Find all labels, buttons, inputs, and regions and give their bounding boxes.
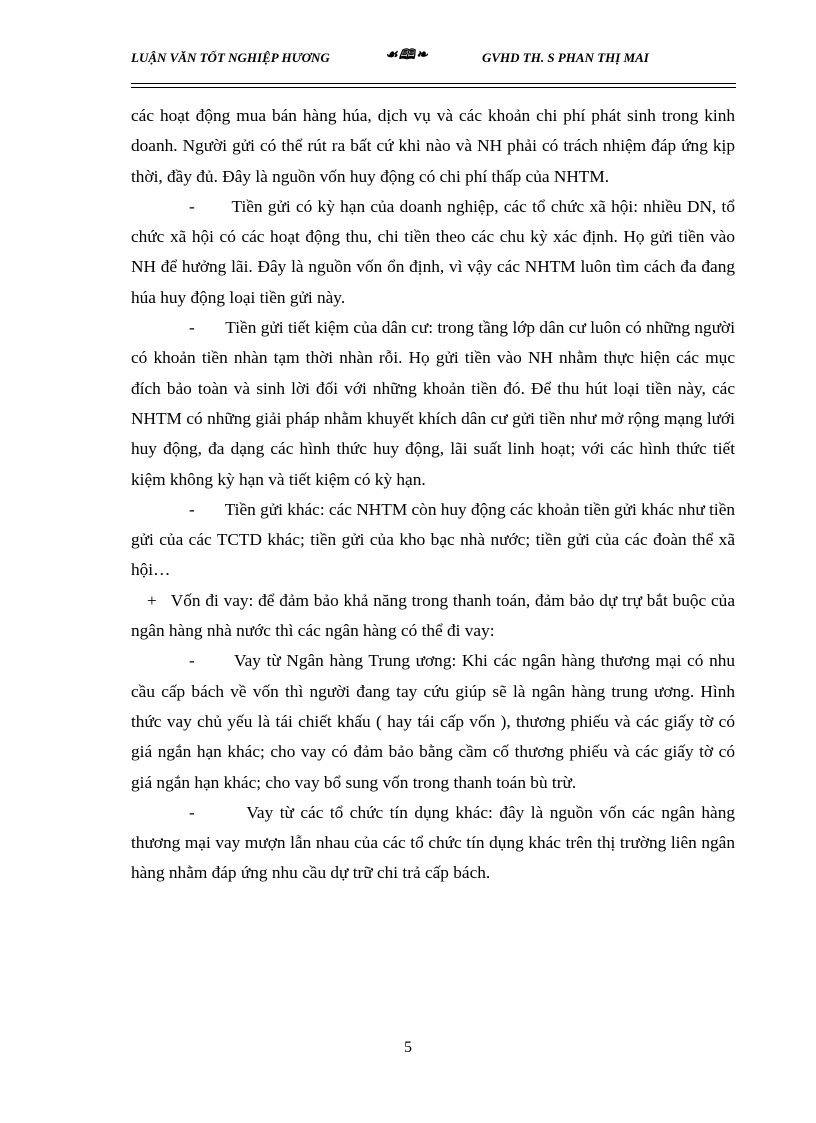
paragraph-other-deposits: - Tiền gửi khác: các NHTM còn huy động các khoản tiền gửi khác như tiền gửi của các TCTD khác; tiền gửi của kho bạc nhà nước; tiền gửi của các đoàn thể xã hội…	[131, 499, 740, 580]
paragraph-borrowed-capital: + Vốn đi vay: để đảm bảo khả năng trong thanh toán, đảm bảo dự trự bắt buộc của ngân hàng nhà nước thì các ngân hàng có thể đi vay:	[131, 590, 740, 641]
header-title-left: LUẬN VĂN TỐT NGHIỆP HƯƠNG	[131, 50, 330, 65]
paragraph-continuation: các hoạt động mua bán hàng húa, dịch vụ và các khoản chi phí phát sinh trong kinh doanh. Người gửi có thể rút ra bất cứ khi nào và NH phải có trách nhiệm đáp ứng kịp thời, đầy đủ. Đây là nguồn vốn huy động có chi phí thấp của NHTM.	[131, 106, 735, 186]
body-text	[131, 101, 740, 889]
header-rule-thin	[131, 87, 736, 88]
header-supervisor: GVHD TH. S PHAN THỊ MAI	[482, 50, 649, 65]
header-rule-thick	[131, 83, 736, 84]
page-number: 5	[404, 1039, 412, 1056]
paragraph-savings-deposits: - Tiền gửi tiết kiệm của dân cư: trong tầng lớp dân cư luôn có những người có khoản tiền nhàn tạm thời nhàn rỗi. Họ gửi tiền vào NH nhằm thực hiện các mục đích bảo toàn và sinh lời đối với những khoản tiền đó. Để thu hút loại tiền này, các NHTM có những giải pháp nhằm khuyết khích dân cư gửi tiền như mở rộng mạng lưới huy động, đa dạng các hình thức huy động, lãi suất linh hoạt; với các hình thức tiết kiệm không kỳ hạn và tiết kiệm có kỳ hạn.	[131, 318, 740, 489]
paragraph-central-bank-loans: - Vay từ Ngân hàng Trung ương: Khi các ngân hàng thương mại có nhu cầu cấp bách về vốn thì người đang tay cứu giúp sẽ là ngân hàng trung ương. Hình thức vay chủ yếu là tái chiết khấu ( hay tái cấp vốn ), thương phiếu và các giấy tờ có giá ngắn hạn khác; cho vay có đảm bảo bằng cầm cố thương phiếu và các giấy tờ có giá ngắn hạn khác; cho vay bổ sung vốn trong thanh toán bù trừ.	[131, 651, 740, 792]
header-ornament-icon: ☙🕮❧	[385, 48, 429, 63]
paragraph-term-deposits: - Tiền gửi có kỳ hạn của doanh nghiệp, các tổ chức xã hội: nhiều DN, tổ chức xã hội có các hoạt động thu, chi tiền theo các chu kỳ xác định. Họ gửi tiền vào NH để hưởng lãi. Đây là nguồn vốn ổn định, vì vậy các NHTM luôn tìm cách đa đang húa huy động loại tiền gửi này.	[131, 196, 740, 307]
paragraph-interbank-loans: - Vay từ các tổ chức tín dụng khác: đây là nguồn vốn các ngân hàng thương mại vay mượn lẫn nhau của các tổ chức tín dụng khác trên thị trường liên ngân hàng nhằm đáp ứng nhu cầu dự trữ chi trả cấp bách.	[131, 802, 740, 883]
